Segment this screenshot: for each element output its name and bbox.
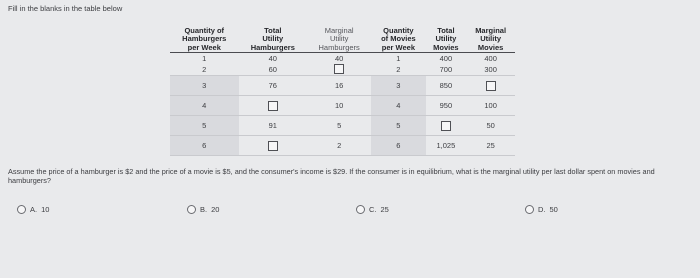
column-header-line: Quantity of (184, 26, 225, 35)
option-a[interactable] (17, 205, 49, 214)
table-row (170, 76, 515, 96)
table-cell: 60 (239, 63, 308, 76)
answer-input[interactable] (334, 64, 344, 74)
table-cell: 91 (239, 116, 308, 136)
table-cell: 700 (426, 63, 467, 76)
column-header-line: of Movies (381, 34, 416, 44)
answer-input[interactable] (441, 121, 451, 131)
table-row (170, 96, 515, 116)
option-c-value: 25 (380, 205, 389, 214)
radio-button-a[interactable] (17, 205, 26, 214)
option-a-letter: A. (30, 205, 38, 214)
column-header-line: Movies (433, 42, 459, 52)
blank-input-box[interactable] (307, 63, 371, 76)
table-cell: 5 (170, 116, 239, 136)
table-cell: 6 (170, 136, 239, 156)
table-cell: 5 (307, 116, 371, 136)
answer-input[interactable] (268, 141, 278, 151)
table-cell: 40 (334, 53, 344, 63)
blank-input-box[interactable] (466, 76, 515, 96)
column-header-line: Total (264, 26, 282, 35)
table-cell: 10 (307, 96, 371, 116)
answer-input[interactable] (486, 81, 496, 91)
column-header-line: Hamburgers (318, 42, 360, 52)
utility-table (170, 27, 515, 156)
table-cell: 5 (371, 116, 425, 136)
table-cell: 40 (268, 53, 277, 63)
column-header-6 (466, 27, 515, 53)
blank-input-box[interactable] (426, 116, 467, 136)
column-header-line: Utility (480, 34, 502, 44)
table-cell: 16 (307, 76, 371, 96)
table-cell: 1 (396, 53, 401, 63)
column-header-1 (170, 27, 239, 53)
answer-input[interactable] (268, 101, 278, 111)
table-row (170, 136, 515, 156)
table-cell: 76 (239, 76, 308, 96)
table-cell: 3 (371, 76, 425, 96)
table-cell: 1,025 (426, 136, 467, 156)
option-a-value: 10 (41, 205, 50, 214)
table-cell: 100 (466, 96, 515, 116)
table-cell: 300 (466, 63, 515, 76)
column-header-line: Quantity (383, 26, 414, 35)
table-cell: 2 (307, 136, 371, 156)
radio-button-b[interactable] (187, 205, 196, 214)
table-cell: 4 (371, 96, 425, 116)
table-cell: 400 (439, 53, 453, 63)
column-header-line: per Week (187, 42, 221, 52)
table-cell: 25 (466, 136, 515, 156)
option-b-letter: B. (200, 205, 208, 214)
table-cell: 3 (170, 76, 239, 96)
table-cell: 950 (426, 96, 467, 116)
table-row (170, 63, 515, 76)
table-cell: 6 (371, 136, 425, 156)
table-row (170, 116, 515, 136)
column-header-line: Utility (329, 34, 349, 44)
table-row (170, 53, 515, 64)
instruction-text: Fill in the blanks in the table below (8, 4, 123, 13)
column-header-line: Marginal (475, 26, 507, 35)
option-d[interactable] (525, 205, 558, 214)
table-cell: 850 (426, 76, 467, 96)
question-text: Assume the price of a hamburger is $2 and the price of a movie is $5, and the consumer's income is $29. If the consumer is in equilibrium, what is the marginal utility per last dollar spent on movies and hamburgers? (8, 167, 655, 185)
column-header-5 (426, 27, 467, 53)
column-header-line: Marginal (324, 26, 354, 35)
column-header-line: Hamburgers (250, 42, 295, 52)
option-d-letter: D. (538, 205, 546, 214)
radio-button-d[interactable] (525, 205, 534, 214)
table-cell: 50 (466, 116, 515, 136)
blank-input-box[interactable] (239, 96, 308, 116)
column-header-line: per Week (381, 42, 415, 52)
column-header-line: Movies (477, 42, 504, 52)
table-cell: 2 (371, 63, 425, 76)
option-b-value: 20 (211, 205, 220, 214)
option-c[interactable] (356, 205, 389, 214)
table-cell: 1 (202, 53, 207, 63)
table-cell: 4 (170, 96, 239, 116)
option-d-value: 50 (549, 205, 558, 214)
column-header-line: Utility (262, 34, 284, 44)
radio-button-c[interactable] (356, 205, 365, 214)
blank-input-box[interactable] (239, 136, 308, 156)
column-header-line: Total (437, 26, 455, 35)
column-header-line: Hamburgers (182, 34, 227, 44)
table-header-row (170, 27, 515, 53)
column-header-line: Utility (435, 34, 457, 44)
option-c-letter: C. (369, 205, 377, 214)
table-cell: 400 (484, 53, 497, 63)
column-header-4 (371, 27, 425, 53)
column-header-2 (239, 27, 308, 53)
option-b[interactable] (187, 205, 219, 214)
column-header-3 (307, 27, 371, 53)
table-cell: 2 (170, 63, 239, 76)
